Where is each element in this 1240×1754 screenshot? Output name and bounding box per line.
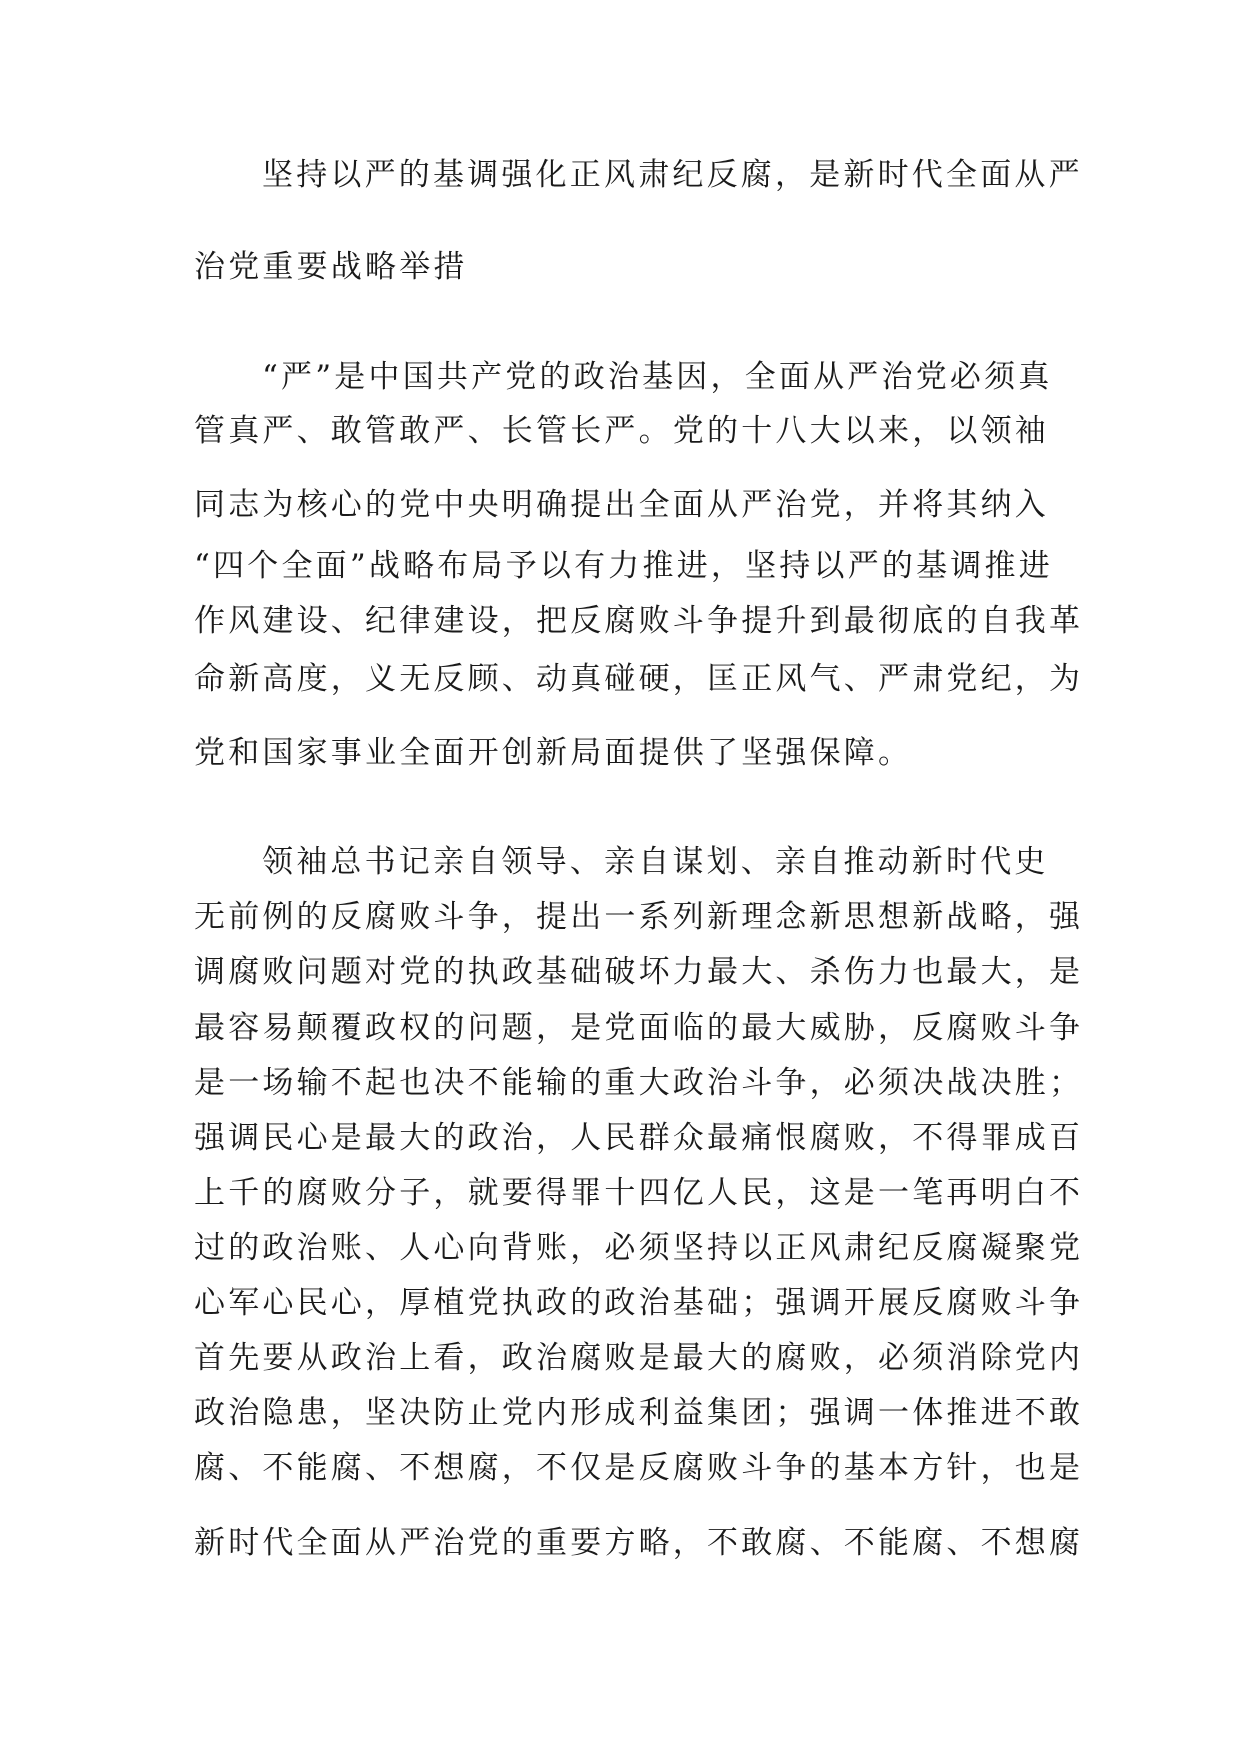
paragraph-line: 命新高度，义无反顾、动真碰硬，匡正风气、严肃党纪，为 [194, 661, 1084, 697]
paragraph-line: 强调民心是最大的政治，人民群众最痛恨腐败，不得罪成百 [194, 1120, 1084, 1156]
paragraph-line: 作风建设、纪律建设，把反腐败斗争提升到最彻底的自我革 [194, 603, 1084, 639]
heading-line: 治党重要战略举措 [194, 249, 468, 285]
paragraph-line: 党和国家事业全面开创新局面提供了坚强保障。 [194, 735, 913, 771]
paragraph-line: 新时代全面从严治党的重要方略，不敢腐、不能腐、不想腐 [194, 1525, 1084, 1561]
paragraph-line: 无前例的反腐败斗争，提出一系列新理念新思想新战略，强 [194, 899, 1084, 935]
paragraph-line: 管真严、敢管敢严、长管长严。党的十八大以来，以领袖 [194, 413, 1049, 449]
paragraph-line: 上千的腐败分子，就要得罪十四亿人民，这是一笔再明白不 [194, 1175, 1084, 1211]
paragraph-line: 是一场输不起也决不能输的重大政治斗争，必须决战决胜； [194, 1065, 1084, 1101]
paragraph-line: 政治隐患，坚决防止党内形成利益集团；强调一体推进不敢 [194, 1395, 1084, 1431]
paragraph-line: “四个全面”战略布局予以有力推进，坚持以严的基调推进 [194, 548, 1053, 584]
paragraph-line: 心军心民心，厚植党执政的政治基础；强调开展反腐败斗争 [194, 1285, 1084, 1321]
paragraph-line: 首先要从政治上看，政治腐败是最大的腐败，必须消除党内 [194, 1340, 1084, 1376]
heading-line: 坚持以严的基调强化正风肃纪反腐，是新时代全面从严 [262, 157, 1083, 193]
paragraph-line: 腐、不能腐、不想腐，不仅是反腐败斗争的基本方针，也是 [194, 1450, 1084, 1486]
paragraph-line: 领袖总书记亲自领导、亲自谋划、亲自推动新时代史 [262, 844, 1049, 880]
paragraph-line: 过的政治账、人心向背账，必须坚持以正风肃纪反腐凝聚党 [194, 1230, 1084, 1266]
paragraph-line: 最容易颠覆政权的问题，是党面临的最大威胁，反腐败斗争 [194, 1010, 1084, 1046]
paragraph-line: 调腐败问题对党的执政基础破坏力最大、杀伤力也最大，是 [194, 954, 1084, 990]
paragraph-line: 同志为核心的党中央明确提出全面从严治党，并将其纳入 [194, 487, 1049, 523]
paragraph-line: “严”是中国共产党的政治基因，全面从严治党必须真 [262, 359, 1053, 395]
